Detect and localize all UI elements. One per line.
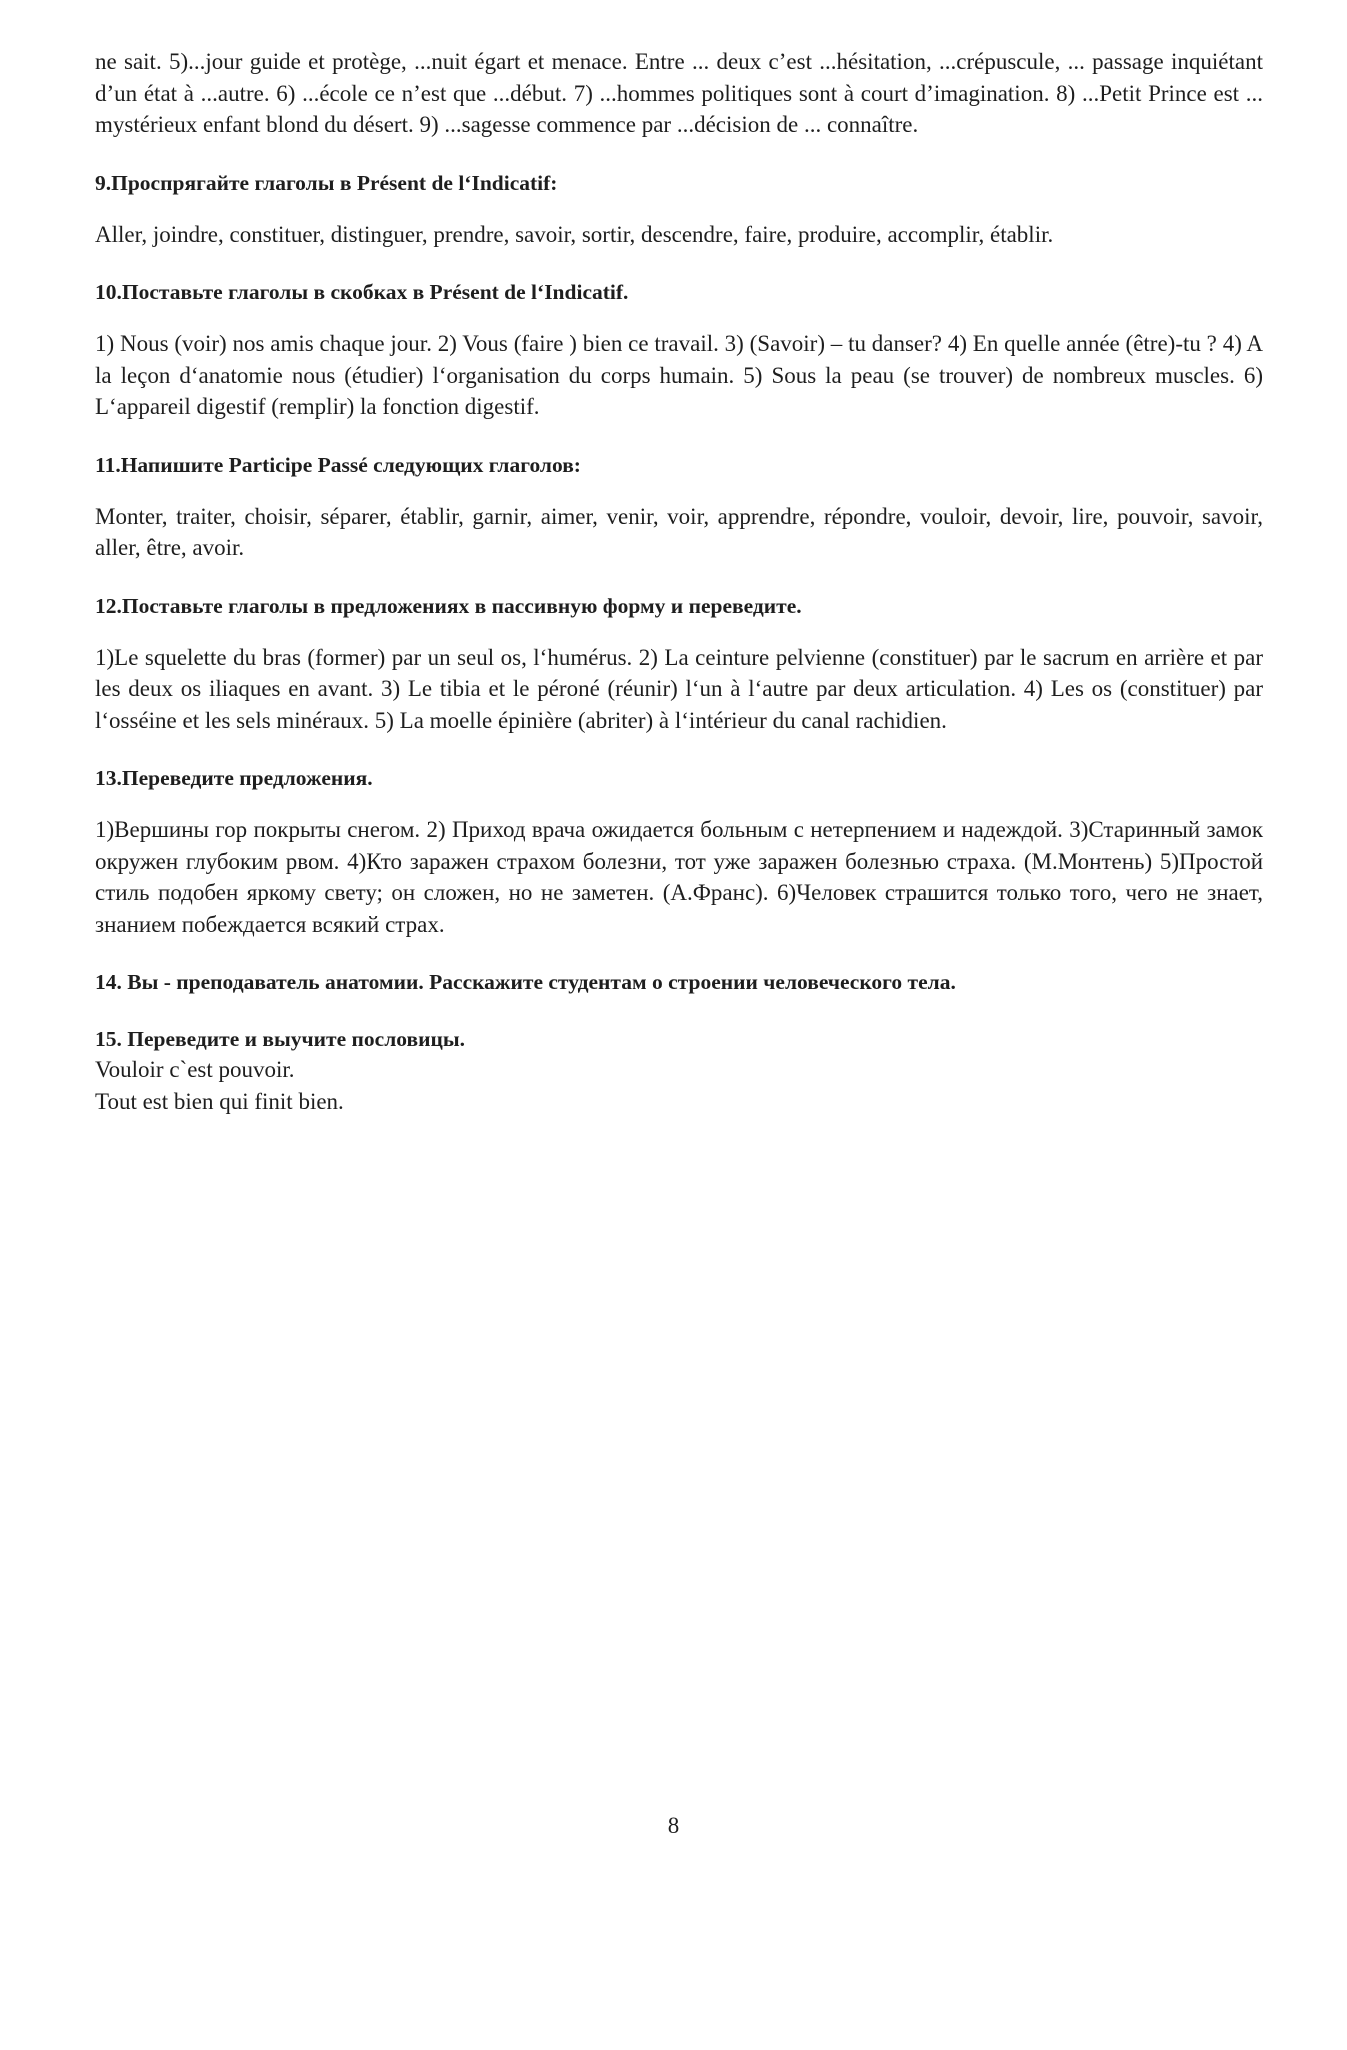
exercise-10-heading: 10.Поставьте глаголы в скобках в Présent de l‘Indicatif.	[95, 280, 629, 304]
exercise-14-heading: 14. Вы - преподаватель анатомии. Расскажите студентам о строении человеческого тела.	[95, 970, 956, 994]
exercise-12-heading: 12.Поставьте глаголы в предложениях в пассивную форму и переведите.	[95, 593, 802, 618]
exercise-12	[95, 591, 1263, 737]
exercise-10-body: 1) Nous (voir) nos amis chaque jour. 2) Vous (faire ) bien ce travail. 3) (Savoir) – tu danser? 4) En quelle année (être)-tu ? 4) A la leçon d‘anatomie nous (étudier) l‘organisation du corps humain. 5) Sous la peau (se trouver) de nombreux muscles. 6) L‘appareil digestif (remplir) la fonction digestif.	[95, 331, 1263, 419]
exercise-11-body: Monter, traiter, choisir, séparer, établir, garnir, aimer, venir, voir, apprendre, répondre, vouloir, devoir, lire, pouvoir, savoir, aller, être, avoir.	[95, 503, 1263, 560]
exercise-10	[95, 277, 1263, 423]
exercise-9-body: Aller, joindre, constituer, distinguer, prendre, savoir, sortir, descendre, faire, produire, accomplir, établir.	[95, 221, 1054, 247]
exercise-13-heading: 13.Переведите предложения.	[95, 766, 373, 790]
proverb-line: Vouloir c`est pouvoir.	[95, 1057, 295, 1082]
exercise-11	[95, 450, 1263, 564]
exercise-11-heading: 11.Напишите Participe Passé следующих глаголов:	[95, 452, 581, 477]
exercise-9-heading: 9.Проспрягайте глаголы в Présent de l‘Indicatif:	[95, 170, 558, 195]
exercise-15-heading: 15. Переведите и выучите пословицы.	[95, 1027, 466, 1051]
document-page	[95, 46, 1263, 1117]
exercise-14	[95, 967, 1263, 997]
proverb-line: Tout est bien qui finit bien.	[95, 1088, 344, 1114]
exercise-13-body: 1)Вершины гор покрыты снегом. 2) Приход врача ожидается больным с нетерпением и надеждой. 3)Старинный замок окружен глубоким рвом. 4)Кто заражен страхом болезни, тот уже заражен болезнью страха. (М.Монтень) 5)Простой стиль подобен яркому свету; он сложен, но не заметен. (А.Франс). 6)Человек страшится только того, чего не знает, знанием побеждается всякий страх.	[95, 817, 1263, 937]
proverb-list	[95, 1054, 1263, 1117]
exercise-9	[95, 168, 1263, 251]
exercise-13	[95, 763, 1263, 940]
exercise-12-body: 1)Le squelette du bras (former) par un seul os, l‘humérus. 2) La ceinture pelvienne (constituer) par le sacrum en arrière et par les deux os iliaques en avant. 3) Le tibia et le péroné (réunir) l‘un à l‘autre par deux articulation. 4) Les os (constituer) par l‘osséine et les sels minéraux. 5) La moelle épinière (abriter) à l‘intérieur du canal rachidien.	[95, 644, 1263, 733]
page-number: 8	[667, 1813, 680, 1838]
exercise-15	[95, 1024, 1263, 1117]
intro-paragraph: ne sait. 5)...jour guide et protège, ...nuit égart et menace. Entre ... deux c’est ...hésitation, ...crépuscule, ... passage inquiétant d’un état à ...autre. 6) ...école ce n’est que ...début. 7) ...hommes politiques sont à court d’imagination. 8) ...Petit Prince est ... mystérieux enfant blond du désert. 9) ...sagesse commence par ...décision de ... connaître.	[95, 49, 1263, 137]
